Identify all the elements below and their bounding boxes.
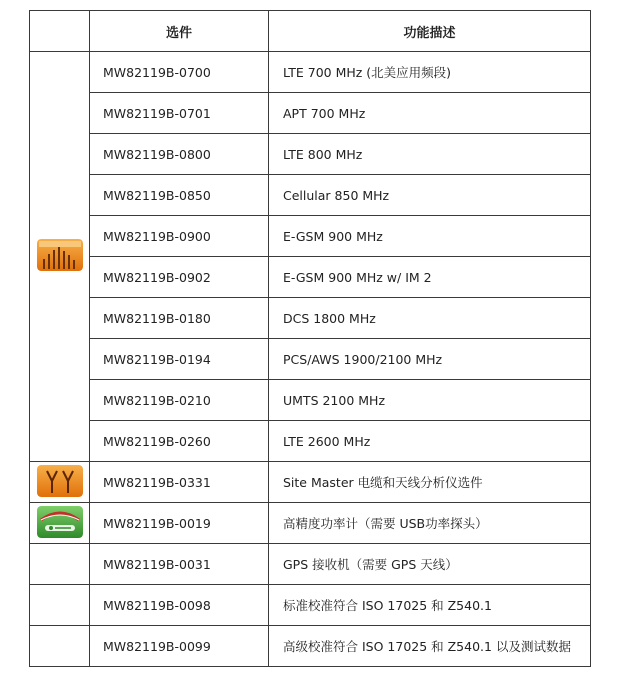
table-row (30, 257, 591, 298)
option-description: E-GSM 900 MHz (269, 216, 591, 257)
option-description: GPS 接收机（需要 GPS 天线） (269, 544, 591, 585)
option-code: MW82119B-0331 (90, 462, 269, 503)
option-code: MW82119B-0210 (90, 380, 269, 421)
option-description: 标准校准符合 ISO 17025 和 Z540.1 (269, 585, 591, 626)
option-code: MW82119B-0180 (90, 298, 269, 339)
table-row (30, 52, 591, 93)
antenna-icon (37, 465, 83, 497)
option-description: DCS 1800 MHz (269, 298, 591, 339)
option-code: MW82119B-0031 (90, 544, 269, 585)
table-row (30, 462, 591, 503)
icon-cell-spectrum (30, 52, 90, 462)
option-description: UMTS 2100 MHz (269, 380, 591, 421)
option-code: MW82119B-0900 (90, 216, 269, 257)
table-row (30, 421, 591, 462)
option-description: LTE 800 MHz (269, 134, 591, 175)
table-row (30, 380, 591, 421)
empty-icon-cell (30, 544, 90, 585)
option-code: MW82119B-0800 (90, 134, 269, 175)
option-code: MW82119B-0099 (90, 626, 269, 667)
header-option: 选件 (90, 11, 269, 52)
table-row (30, 93, 591, 134)
options-table (29, 10, 591, 667)
icon-cell-power (30, 503, 90, 544)
option-description: Site Master 电缆和天线分析仪选件 (269, 462, 591, 503)
header-icon-cell (30, 11, 90, 52)
table-row (30, 585, 591, 626)
option-description: APT 700 MHz (269, 93, 591, 134)
option-description: PCS/AWS 1900/2100 MHz (269, 339, 591, 380)
option-code: MW82119B-0019 (90, 503, 269, 544)
option-code: MW82119B-0902 (90, 257, 269, 298)
table-row (30, 626, 591, 667)
table-row (30, 503, 591, 544)
spectrum-analyzer-icon (37, 239, 83, 271)
empty-icon-cell (30, 626, 90, 667)
icon-cell-antenna (30, 462, 90, 503)
table-row (30, 134, 591, 175)
table-row (30, 339, 591, 380)
table-row (30, 298, 591, 339)
option-code: MW82119B-0700 (90, 52, 269, 93)
option-code: MW82119B-0194 (90, 339, 269, 380)
option-description: 高级校准符合 ISO 17025 和 Z540.1 以及测试数据 (269, 626, 591, 667)
option-description: 高精度功率计（需要 USB功率探头） (269, 503, 591, 544)
table-row (30, 216, 591, 257)
power-meter-icon (37, 506, 83, 538)
table-header-row (30, 11, 591, 52)
option-description: E-GSM 900 MHz w/ IM 2 (269, 257, 591, 298)
option-description: LTE 2600 MHz (269, 421, 591, 462)
table-row (30, 544, 591, 585)
header-description: 功能描述 (269, 11, 591, 52)
empty-icon-cell (30, 585, 90, 626)
table-row (30, 175, 591, 216)
option-description: Cellular 850 MHz (269, 175, 591, 216)
option-code: MW82119B-0098 (90, 585, 269, 626)
option-description: LTE 700 MHz (北美应用频段) (269, 52, 591, 93)
option-code: MW82119B-0701 (90, 93, 269, 134)
option-code: MW82119B-0850 (90, 175, 269, 216)
option-code: MW82119B-0260 (90, 421, 269, 462)
